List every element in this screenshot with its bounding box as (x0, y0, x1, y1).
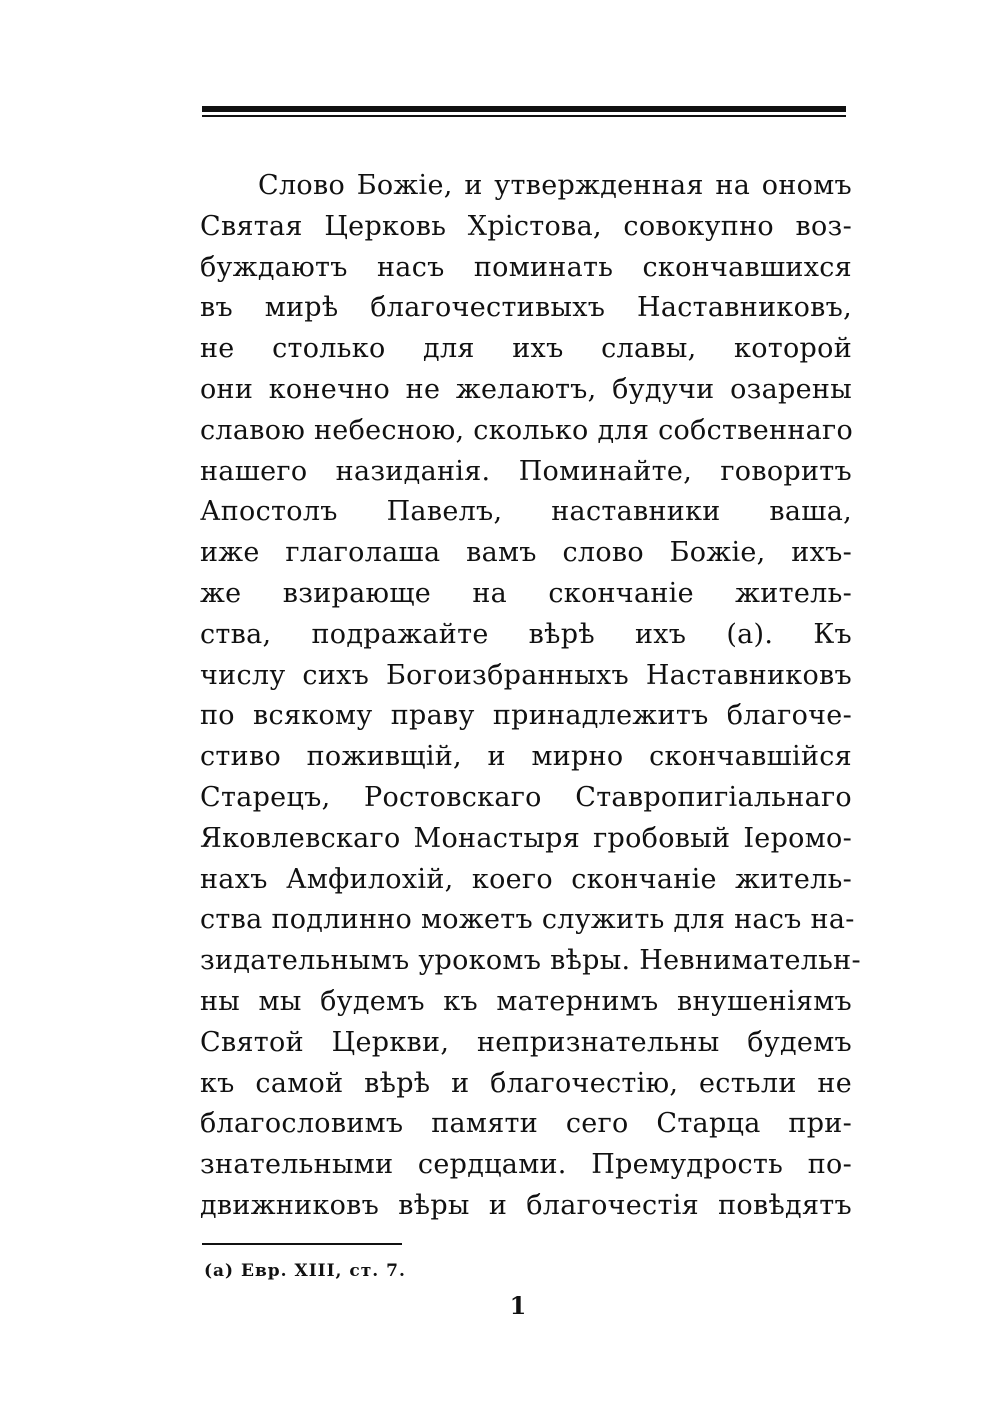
text-line: числу сихъ Богоизбранныхъ Наставниковъ (200, 659, 852, 691)
text-line: благословимъ памяти сего Старца при- (200, 1108, 852, 1140)
text-line: иже глаголаша вамъ слово Божіе, ихъ- (200, 537, 852, 569)
text-line: къ самой вѣрѣ и благочестію, естьли не (200, 1067, 852, 1099)
text-line: нашего назиданія. Поминайте, говоритъ (200, 455, 852, 487)
text-line: же взирающе на скончаніе житель- (200, 577, 852, 609)
header-rule-thick (202, 106, 846, 112)
text-line: нахъ Амфилохій, коего скончаніе житель- (200, 863, 852, 895)
text-line: знательными сердцами. Премудрость по- (200, 1149, 852, 1181)
text-line: движниковъ вѣры и благочестія повѣдятъ (200, 1189, 852, 1221)
text-line: ства подлинно можетъ служить для насъ на- (200, 904, 855, 936)
text-line: ны мы будемъ къ матернимъ внушеніямъ (200, 985, 852, 1017)
text-line: ства, подражайте вѣрѣ ихъ (а). Къ (200, 618, 852, 650)
text-line: буждаютъ насъ поминать скончавшихся (200, 251, 852, 283)
text-line: зидательнымъ урокомъ вѣры. Невнимательн- (200, 945, 861, 977)
text-line: Апостолъ Павелъ, наставники ваша, (200, 496, 852, 528)
header-rule-thin (202, 115, 846, 117)
page-number: 1 (509, 1291, 527, 1320)
body-paragraph (200, 166, 861, 1227)
text-line: Яковлевскаго Монастыря гробовый Іеромо- (200, 822, 852, 854)
text-line: въ мирѣ благочестивыхъ Наставниковъ, (200, 292, 852, 324)
text-line: по всякому праву принадлежитъ благоче- (200, 700, 852, 732)
text-line: Слово Божіе, и утвержденная на ономъ (258, 170, 852, 201)
text-line: Святая Церковь Хрістова, совокупно воз- (200, 210, 852, 242)
text-line: они конечно не желаютъ, будучи озарены (200, 373, 852, 405)
text-line: не столько для ихъ славы, которой (200, 333, 852, 365)
header-double-rule (202, 106, 846, 118)
text-line: Святой Церкви, непризнательны будемъ (200, 1026, 852, 1058)
text-line: стиво поживщій, и мирно скончавшійся (200, 741, 852, 773)
footnote-separator (202, 1243, 402, 1245)
footnote-text: (а) Евр. XIII, ст. 7. (204, 1261, 406, 1281)
text-line: славою небесною, сколько для собственнаго (200, 414, 854, 446)
text-line: Старецъ, Ростовскаго Ставропигіальнаго (200, 781, 852, 813)
